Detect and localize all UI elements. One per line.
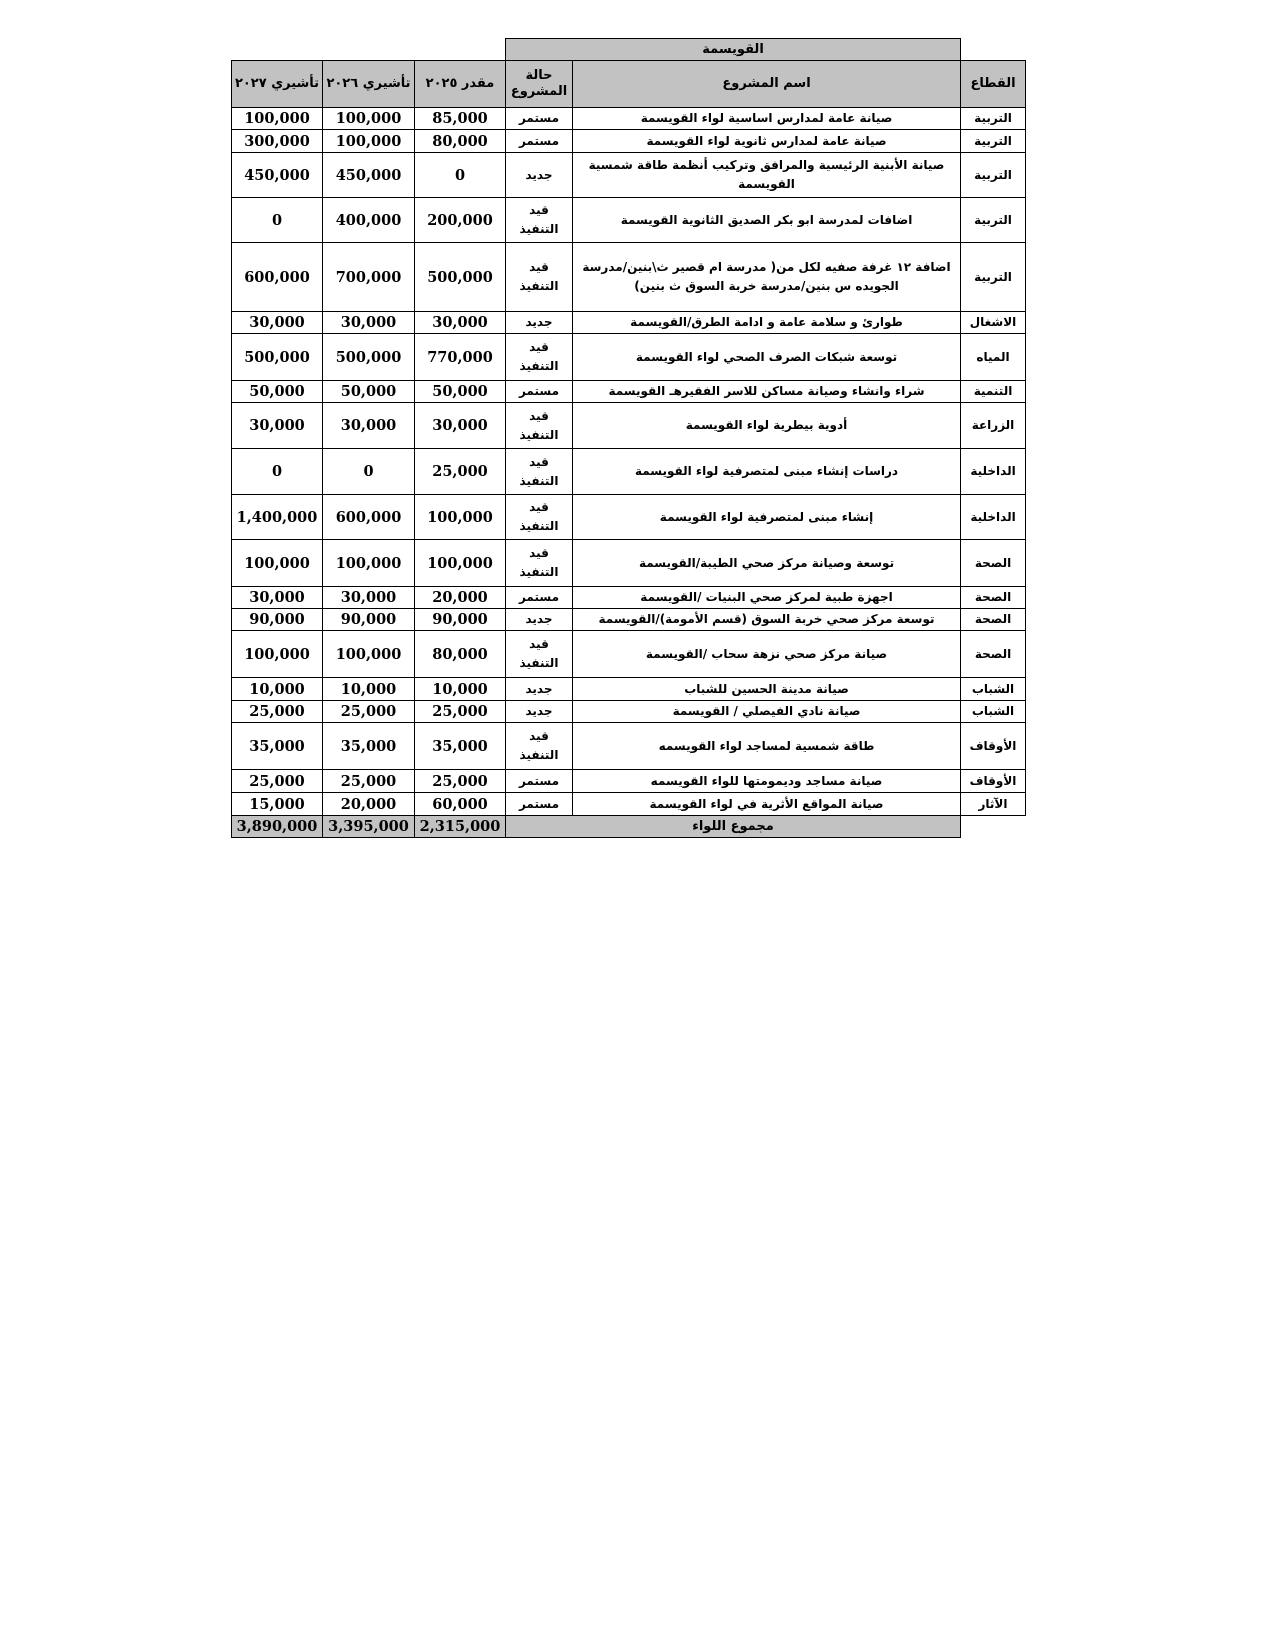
cell-indicative-2027: 90,000: [231, 608, 323, 631]
header-indicative-2026: تأشيري ٢٠٢٦: [322, 60, 415, 108]
cell-project-status: جديد: [505, 152, 573, 198]
cell-indicative-2027: 450,000: [231, 152, 323, 198]
region-title: القويسمة: [505, 38, 961, 61]
cell-estimate-2025: 100,000: [414, 494, 506, 540]
total-indicative-2027: 3,890,000: [231, 815, 323, 838]
cell-indicative-2026: 0: [322, 448, 415, 495]
cell-estimate-2025: 50,000: [414, 380, 506, 403]
cell-estimate-2025: 10,000: [414, 677, 506, 701]
cell-sector: التربية: [960, 129, 1026, 153]
cell-indicative-2026: 50,000: [322, 380, 415, 403]
cell-estimate-2025: 25,000: [414, 448, 506, 495]
cell-project-name: إنشاء مبنى لمتصرفية لواء القويسمة: [572, 494, 961, 540]
header-project-name: اسم المشروع: [572, 60, 961, 108]
cell-project-status: مستمر: [505, 107, 573, 130]
cell-estimate-2025: 35,000: [414, 722, 506, 770]
cell-project-name: صيانة عامة لمدارس ثانوية لواء القويسمة: [572, 129, 961, 153]
total-label: مجموع اللواء: [505, 815, 961, 838]
cell-sector: الأوقاف: [960, 769, 1026, 793]
header-estimate-2025: مقدر ٢٠٢٥: [414, 60, 506, 108]
cell-indicative-2027: 30,000: [231, 586, 323, 609]
cell-indicative-2027: 100,000: [231, 107, 323, 130]
total-indicative-2026: 3,395,000: [322, 815, 415, 838]
cell-project-status: قيد التنفيذ: [505, 448, 573, 495]
header-sector: القطاع: [960, 60, 1026, 108]
cell-estimate-2025: 30,000: [414, 402, 506, 449]
cell-estimate-2025: 30,000: [414, 311, 506, 334]
cell-project-status: جديد: [505, 700, 573, 723]
cell-project-status: قيد التنفيذ: [505, 494, 573, 540]
cell-estimate-2025: 25,000: [414, 700, 506, 723]
cell-sector: الداخلية: [960, 448, 1026, 495]
cell-sector: الاشغال: [960, 311, 1026, 334]
header-project-status: حالة المشروع: [505, 60, 573, 108]
cell-sector: المياه: [960, 333, 1026, 381]
cell-project-status: قيد التنفيذ: [505, 333, 573, 381]
cell-project-status: مستمر: [505, 769, 573, 793]
cell-indicative-2026: 20,000: [322, 792, 415, 816]
cell-sector: الصحة: [960, 630, 1026, 678]
cell-project-status: مستمر: [505, 129, 573, 153]
cell-indicative-2026: 25,000: [322, 700, 415, 723]
cell-sector: التربية: [960, 197, 1026, 243]
cell-indicative-2027: 0: [231, 448, 323, 495]
cell-indicative-2027: 35,000: [231, 722, 323, 770]
cell-indicative-2027: 1,400,000: [231, 494, 323, 540]
cell-project-name: دراسات إنشاء مبنى لمتصرفية لواء القويسمة: [572, 448, 961, 495]
cell-project-status: مستمر: [505, 586, 573, 609]
cell-project-status: قيد التنفيذ: [505, 539, 573, 587]
cell-indicative-2027: 600,000: [231, 242, 323, 312]
cell-project-name: صيانة عامة لمدارس اساسية لواء القويسمة: [572, 107, 961, 130]
cell-indicative-2027: 25,000: [231, 700, 323, 723]
cell-indicative-2027: 30,000: [231, 311, 323, 334]
cell-project-name: صيانة مدينة الحسين للشباب: [572, 677, 961, 701]
cell-project-name: اضافة ١٢ غرفة صفيه لكل من( مدرسة ام قصير ث\بنين/مدرسة الجويده س بنين/مدرسة خربة السوق ث بنين): [572, 242, 961, 312]
cell-project-name: صيانة الأبنية الرئيسية والمرافق وتركيب أنظمة طاقة شمسية القويسمة: [572, 152, 961, 198]
cell-project-name: أدوية بيطرية لواء القويسمة: [572, 402, 961, 449]
cell-sector: الصحة: [960, 539, 1026, 587]
cell-indicative-2027: 100,000: [231, 630, 323, 678]
cell-project-status: قيد التنفيذ: [505, 722, 573, 770]
cell-project-status: جديد: [505, 311, 573, 334]
cell-indicative-2027: 30,000: [231, 402, 323, 449]
cell-sector: الشباب: [960, 700, 1026, 723]
cell-project-name: صيانة نادي الفيصلي / القويسمة: [572, 700, 961, 723]
cell-estimate-2025: 200,000: [414, 197, 506, 243]
cell-project-status: مستمر: [505, 380, 573, 403]
cell-indicative-2026: 25,000: [322, 769, 415, 793]
cell-indicative-2026: 30,000: [322, 586, 415, 609]
cell-project-name: طاقة شمسية لمساجد لواء القويسمه: [572, 722, 961, 770]
cell-project-name: طوارئ و سلامة عامة و ادامة الطرق/القويسمة: [572, 311, 961, 334]
cell-sector: التربية: [960, 107, 1026, 130]
cell-project-status: قيد التنفيذ: [505, 197, 573, 243]
cell-estimate-2025: 90,000: [414, 608, 506, 631]
cell-estimate-2025: 85,000: [414, 107, 506, 130]
cell-indicative-2027: 50,000: [231, 380, 323, 403]
cell-project-name: شراء وانشاء وصيانة مساكن للاسر الفقيرهـ القويسمة: [572, 380, 961, 403]
cell-indicative-2026: 35,000: [322, 722, 415, 770]
cell-sector: الأوقاف: [960, 722, 1026, 770]
cell-estimate-2025: 770,000: [414, 333, 506, 381]
cell-indicative-2026: 90,000: [322, 608, 415, 631]
cell-project-status: مستمر: [505, 792, 573, 816]
cell-project-name: توسعة وصيانة مركز صحي الطيبة/القويسمة: [572, 539, 961, 587]
cell-indicative-2026: 400,000: [322, 197, 415, 243]
cell-indicative-2026: 30,000: [322, 311, 415, 334]
cell-indicative-2027: 10,000: [231, 677, 323, 701]
cell-project-name: توسعة شبكات الصرف الصحي لواء القويسمة: [572, 333, 961, 381]
cell-sector: الداخلية: [960, 494, 1026, 540]
cell-estimate-2025: 0: [414, 152, 506, 198]
cell-sector: التنمية: [960, 380, 1026, 403]
cell-indicative-2027: 100,000: [231, 539, 323, 587]
cell-sector: التربية: [960, 152, 1026, 198]
cell-sector: الصحة: [960, 586, 1026, 609]
cell-project-name: اضافات لمدرسة ابو بكر الصديق الثانوية القويسمة: [572, 197, 961, 243]
cell-project-name: صيانة مركز صحي نزهة سحاب /القويسمة: [572, 630, 961, 678]
cell-project-status: قيد التنفيذ: [505, 630, 573, 678]
cell-estimate-2025: 25,000: [414, 769, 506, 793]
cell-indicative-2027: 300,000: [231, 129, 323, 153]
cell-project-status: قيد التنفيذ: [505, 402, 573, 449]
cell-sector: الآثار: [960, 792, 1026, 816]
cell-estimate-2025: 60,000: [414, 792, 506, 816]
cell-indicative-2026: 100,000: [322, 539, 415, 587]
cell-indicative-2026: 100,000: [322, 129, 415, 153]
cell-sector: الصحة: [960, 608, 1026, 631]
cell-indicative-2026: 100,000: [322, 630, 415, 678]
cell-estimate-2025: 500,000: [414, 242, 506, 312]
cell-estimate-2025: 80,000: [414, 129, 506, 153]
cell-project-status: قيد التنفيذ: [505, 242, 573, 312]
cell-sector: الزراعة: [960, 402, 1026, 449]
cell-indicative-2026: 10,000: [322, 677, 415, 701]
header-indicative-2027: تأشيري ٢٠٢٧: [231, 60, 323, 108]
cell-indicative-2026: 450,000: [322, 152, 415, 198]
cell-indicative-2027: 0: [231, 197, 323, 243]
cell-project-name: صيانة مساجد وديمومتها للواء القويسمه: [572, 769, 961, 793]
cell-indicative-2026: 500,000: [322, 333, 415, 381]
cell-indicative-2026: 100,000: [322, 107, 415, 130]
total-estimate-2025: 2,315,000: [414, 815, 506, 838]
cell-project-name: اجهزة طبية لمركز صحي البنيات /القويسمة: [572, 586, 961, 609]
cell-indicative-2026: 600,000: [322, 494, 415, 540]
cell-project-status: جديد: [505, 608, 573, 631]
cell-sector: الشباب: [960, 677, 1026, 701]
cell-indicative-2026: 30,000: [322, 402, 415, 449]
cell-estimate-2025: 100,000: [414, 539, 506, 587]
cell-estimate-2025: 20,000: [414, 586, 506, 609]
cell-estimate-2025: 80,000: [414, 630, 506, 678]
cell-indicative-2027: 25,000: [231, 769, 323, 793]
cell-project-name: توسعة مركز صحي خربة السوق (قسم الأمومة)/القويسمة: [572, 608, 961, 631]
cell-indicative-2027: 15,000: [231, 792, 323, 816]
cell-project-name: صيانة المواقع الأثرية في لواء القويسمة: [572, 792, 961, 816]
cell-indicative-2027: 500,000: [231, 333, 323, 381]
cell-indicative-2026: 700,000: [322, 242, 415, 312]
cell-sector: التربية: [960, 242, 1026, 312]
cell-project-status: جديد: [505, 677, 573, 701]
